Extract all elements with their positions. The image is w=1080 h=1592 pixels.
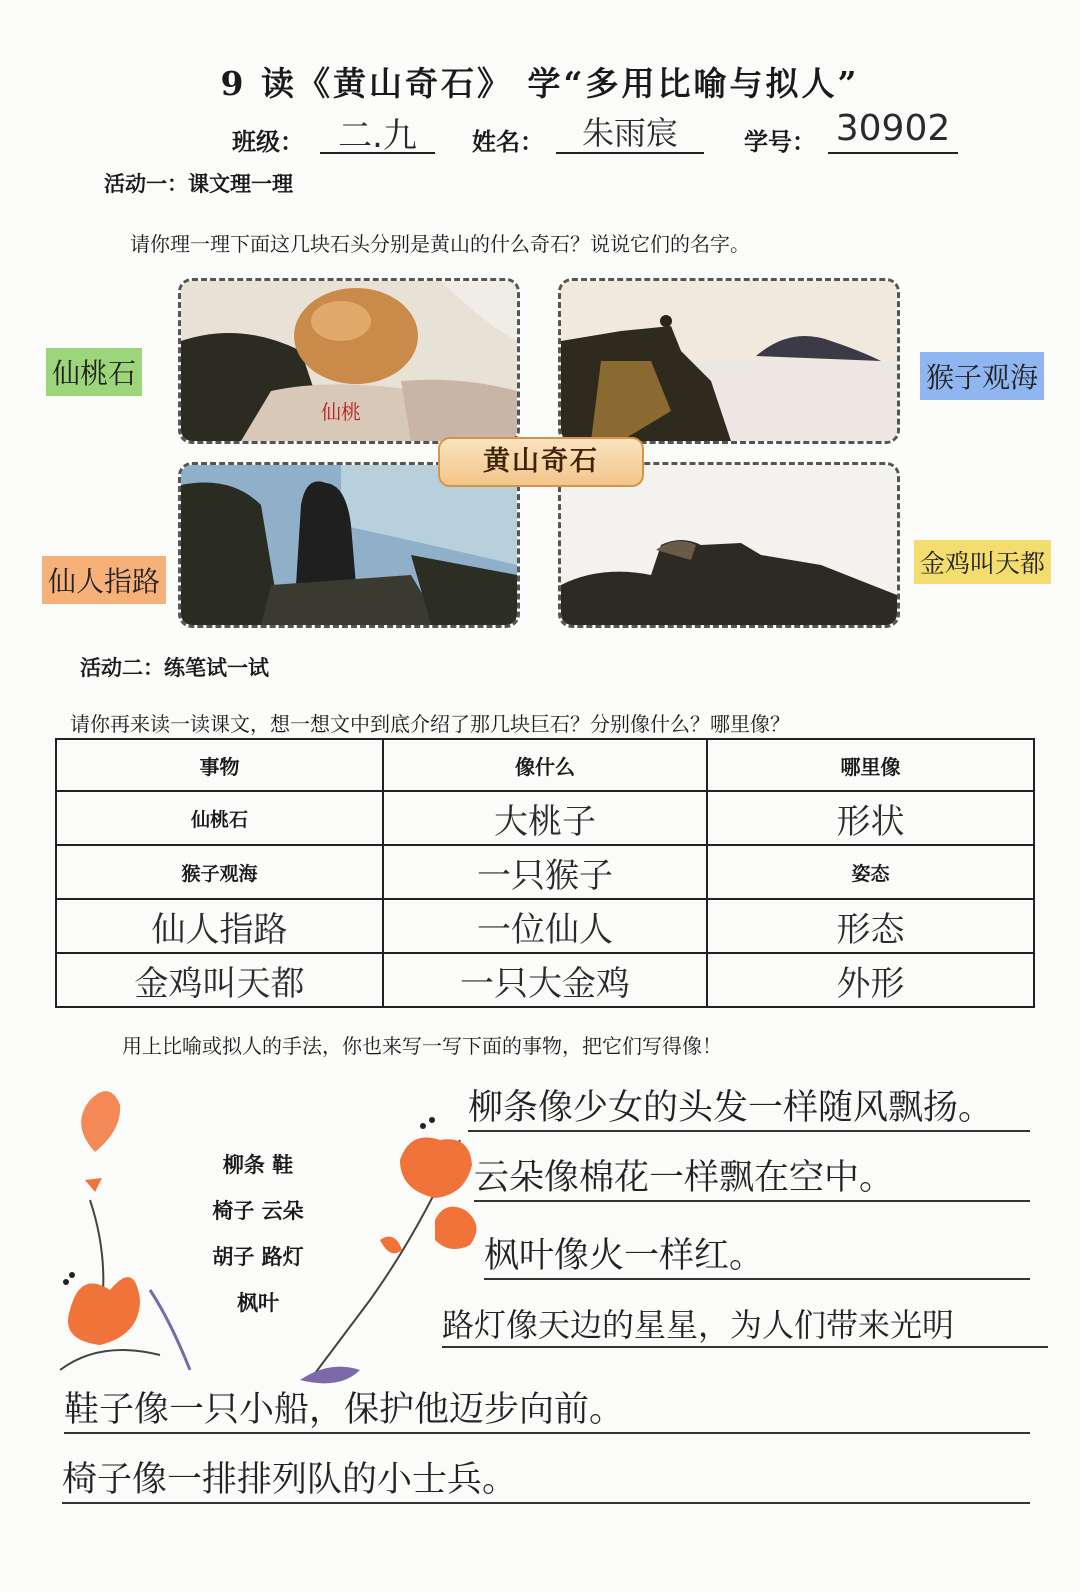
cell-where: 姿态	[707, 845, 1034, 899]
table-row	[56, 953, 1034, 1007]
sentence-line[interactable]: 路灯像天边的星星，为人们带来光明	[442, 1300, 1048, 1348]
photo-monkey-sea	[558, 278, 900, 444]
activity2-instruction: 请你再来读一读课文，想一想文中到底介绍了那几块巨石？分别像什么？哪里像？	[70, 712, 790, 736]
sticky-label-1: 仙桃石	[46, 348, 142, 396]
class-field[interactable]: 二.九	[320, 108, 435, 154]
word-line: 枫叶	[237, 1290, 279, 1315]
cell-where[interactable]: 形态	[707, 899, 1034, 953]
writing-instruction: 用上比喻或拟人的手法，你也来写一写下面的事物，把它们写得像！	[122, 1034, 722, 1058]
cell-like[interactable]: 一位仙人	[383, 899, 707, 953]
header-like-what: 像什么	[383, 739, 707, 791]
activity1-instruction: 请你理一理下面这几块石头分别是黄山的什么奇石？说说它们的名字。	[130, 232, 750, 256]
table-row	[56, 845, 1034, 899]
cell-thing: 仙桃石	[56, 791, 383, 845]
comparison-table	[55, 738, 1035, 1008]
header-where-alike: 哪里像	[707, 739, 1034, 791]
cell-like[interactable]: 一只大金鸡	[383, 953, 707, 1007]
header-thing: 事物	[56, 739, 383, 791]
center-banner: 黄山奇石	[438, 437, 644, 487]
sticky-label-3: 仙人指路	[42, 556, 166, 604]
activity1-heading: 活动一：课文理一理	[104, 171, 293, 196]
sentence-line[interactable]: 椅子像一排排列队的小士兵。	[62, 1452, 1030, 1504]
cell-thing[interactable]: 金鸡叫天都	[56, 953, 383, 1007]
sticky-label-2: 猴子观海	[920, 352, 1044, 400]
name-field[interactable]: 朱雨宸	[556, 108, 704, 154]
word-list	[188, 1142, 328, 1326]
table-row	[56, 791, 1034, 845]
table-row	[56, 899, 1034, 953]
cell-like[interactable]: 一只猴子	[383, 845, 707, 899]
sticky-label-4: 金鸡叫天都	[914, 540, 1051, 584]
sentence-line[interactable]: 鞋子像一只小船，保护他迈步向前。	[64, 1382, 1030, 1434]
word-line: 椅子 云朵	[212, 1198, 304, 1223]
cell-thing: 猴子观海	[56, 845, 383, 899]
name-label: 姓名：	[472, 127, 544, 156]
cell-where[interactable]: 形状	[707, 791, 1034, 845]
table-header-row	[56, 739, 1034, 791]
word-line: 胡子 路灯	[212, 1244, 304, 1269]
sentence-line[interactable]: 枫叶像火一样红。	[484, 1228, 1030, 1280]
id-label: 学号：	[744, 127, 816, 156]
activity2-heading: 活动二：练笔试一试	[80, 655, 269, 680]
word-line: 柳条 鞋	[222, 1152, 294, 1177]
class-label: 班级：	[232, 127, 304, 156]
cell-where[interactable]: 外形	[707, 953, 1034, 1007]
cell-like[interactable]: 大桃子	[383, 791, 707, 845]
cell-thing[interactable]: 仙人指路	[56, 899, 383, 953]
sentence-line[interactable]: 云朵像棉花一样飘在空中。	[474, 1150, 1030, 1202]
id-field[interactable]: 30902	[828, 108, 958, 154]
sentence-line[interactable]: 柳条像少女的头发一样随风飘扬。	[468, 1080, 1030, 1132]
worksheet-title: 9 读《黄山奇石》 学“多用比喻与拟人”	[220, 64, 860, 103]
photo-inscription: 仙桃	[321, 400, 361, 424]
photo-peach-stone	[178, 278, 520, 444]
